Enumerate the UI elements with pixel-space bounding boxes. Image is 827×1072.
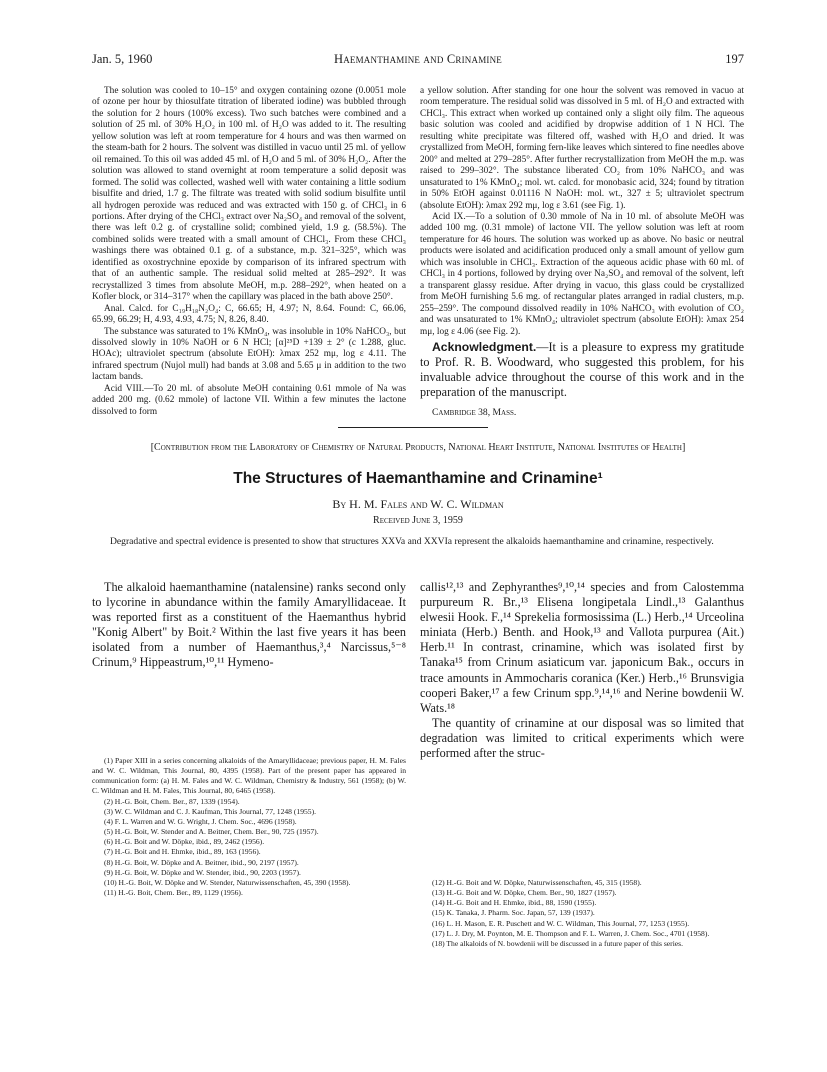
- footnotes-right: [420, 878, 744, 949]
- footnote: (4) F. L. Warren and W. G. Wright, J. Chem. Soc., 4696 (1958).: [104, 816, 297, 826]
- acknowledgment-text: —It is a pleasure to express my gratitude to Prof. R. B. Woodward, who suggested this problem, for his invaluable advice throughout the course of this work and in the preparation of the manuscript.: [420, 339, 744, 400]
- footnote: (18) The alkaloids of N. bowdenii will be discussed in a future paper of this series.: [432, 938, 684, 948]
- acknowledgment-heading: Acknowledgment.: [432, 339, 537, 354]
- footnote: (16) L. H. Mason, E. R. Puschett and W. C. Wildman, This Journal, 77, 1253 (1955).: [432, 918, 690, 928]
- body-paragraph: The alkaloid haemanthamine (natalensine) ranks second only to lycorine in abundance within the family Amaryllidaceae. It was reported first as a constituent of the Haemanthus hybrid "Konig Albert" by Boit.² Within the last five years it has been isolated from a number of Haemanthus,³,⁴ Narcissus,⁵⁻⁸ Crinum,⁹ Hippeastrum,¹⁰,¹¹ Hymeno-: [92, 580, 406, 670]
- footnote: (5) H.-G. Boit, W. Stender and A. Beitner, Chem. Ber., 90, 725 (1957).: [104, 827, 319, 837]
- header-date: Jan. 5, 1960: [92, 52, 153, 66]
- footnote: (13) H.-G. Boit and W. Döpke, Chem. Ber., 90, 1827 (1957).: [432, 888, 617, 898]
- footnote: (15) K. Tanaka, J. Pharm. Soc. Japan, 57, 139 (1937).: [432, 908, 595, 918]
- footnote: (2) H.-G. Boit, Chem. Ber., 87, 1339 (1954).: [104, 796, 240, 806]
- experimental-paragraph: The substance was saturated to 1% KMnO₄, was insoluble in 10% NaHCO₃, but dissolved slowly in 10% NaOH or 6 N HCl; [α]²⁵D +139 ± 2° (c 1.288, gluc. HOAc); ultraviolet spectrum (absolute EtOH): λmax 252 mμ, log ε 4.11. The infrared spectrum (Nujol mull) had bands at 3.08 and 5.65 μ in addition to the two lactam bands.: [92, 326, 406, 383]
- analysis-paragraph: Anal. Calcd. for C₁₉H₁₈N₂O₄: C, 66.65; H, 4.97; N, 8.64. Found: C, 66.06, 65.99, 66.29; H, 4.93, 4.93, 4.75; N, 8.26, 8.40.: [92, 303, 406, 326]
- footnote: (14) H.-G. Boit and H. Ehmke, ibid., 88, 1590 (1955).: [432, 898, 597, 908]
- footnote: (8) H.-G. Boit, W. Döpke and A. Beitner, ibid., 90, 2197 (1957).: [104, 857, 299, 867]
- footnotes-left: [92, 756, 406, 898]
- footnote: (17) L. J. Dry, M. Poynton, M. E. Thompson and F. L. Warren, J. Chem. Soc., 4701 (1958).: [432, 928, 710, 938]
- header-running-title: Haemanthamine and Crinamine: [333, 52, 502, 66]
- header-page-number: 197: [725, 52, 744, 66]
- received-date: Received June 3, 1959: [373, 515, 463, 526]
- article-title: The Structures of Haemanthamine and Crinamine¹: [233, 470, 603, 487]
- contribution-line: [Contribution from the Laboratory of Chemistry of Natural Products, National Heart Institute, National Institutes of Health]: [150, 442, 686, 453]
- footnote: (11) H.-G. Boit, Chem. Ber., 89, 1129 (1956).: [104, 888, 243, 898]
- footnote: (6) H.-G. Boit and W. Döpke, ibid., 89, 2462 (1956).: [104, 837, 265, 847]
- running-header: [92, 52, 744, 68]
- body-column-right: [420, 580, 744, 761]
- article-authors: By H. M. Fales and W. C. Wildman: [332, 497, 504, 511]
- footnote: (9) H.-G. Boit, W. Döpke and W. Stender, ibid., 90, 2203 (1957).: [104, 867, 301, 877]
- experimental-paragraph: a yellow solution. After standing for one hour the solvent was removed in vacuo at room temperature. The residual solid was dissolved in 5 ml. of H₂O and extracted with CHCl₃. This extract when worked up contained only a slight oily film. The aqueous basic solution was cooled and acidified by dropwise addition of 1 N HCl. The resulting white precipitate was filtered off, washed with H₂O and dried. It was crystallized from MeOH, forming fern-like leaves which sintered to fine needles above 200° and melted at 279–285°. After further recrystallization from MeOH the m.p. was raised to 299–302°. The substance liberated CO₂ from 10% NaHCO₃ and was unsaturated to 1% KMnO₄; mol. wt. calcd. for monobasic acid, 324; found by titration in 50% EtOH against 0.01116 N NaOH: mol. wt., 327 ± 5; ultraviolet spectrum (absolute EtOH): λmax 292 mμ, log ε 3.61 (see Fig. 1).: [420, 86, 744, 211]
- footnote: (7) H.-G. Boit and H. Ehmke, ibid., 89, 163 (1956).: [104, 847, 261, 857]
- footnote: (1) Paper XIII in a series concerning alkaloids of the Amaryllidaceae; previous paper, H. M. Fales and W. C. Wildman, This Journal, 80, 4395 (1958). Part of the present paper has appeared in communication form: (a) H. M. Fales and W. C. Wildman, Chemistry & Industry, 561 (1958); (b) W. C. Wildman and H. M. Fales, This Journal, 80, 6465 (1958).: [92, 756, 406, 796]
- experimental-paragraph: The solution was cooled to 10–15° and oxygen containing ozone (0.0051 mole of ozone per hour by thiosulfate titration of liberated iodine) was bubbled through the solution for 2 hours (100% excess). Two such batches were combined and a solution of 25 ml. of 30% H₂O₂ in 100 ml. of H₂O was added to it. The resulting yellow solution was left at room temperature for 4 hours and was then warmed on the steam-bath for 2 hours. The solvent was distilled in vacuo until 25 ml. of yellow oil remained. To this oil was added 45 ml. of H₂O and 5 ml. of 30% H₂O₂. After the solution was allowed to stand overnight at room temperature a solid deposit was formed. The solid was collected, washed well with water containing a little sodium bisulfite and dried, 1.7 g. The filtrate was treated with solid sodium bisulfite until all hydrogen peroxide was reduced and was extracted with 150 g. of CHCl₃ in 6 portions. After drying of the CHCl₃ extract over Na₂SO₄ and removal of the solvent, there was left 0.2 g. of crystalline solid; combined yield, 1.9 g. (58.5%). The combined solids were treated with a small amount of CHCl₃. From these CHCl₃ washings there was obtained 0.1 g. of a substance, m.p. 321–325°, which was identified as oxostrychnine epoxide by comparison of its infrared spectrum with that of an authentic sample. The residual solid melted at 285–292°. It was recrystallized 3 times from absolute MeOH, m.p. 288–292°, when heated on a Kofler block, or 314–317° when the capillary was placed in the bath above 250°.: [92, 86, 406, 303]
- body-paragraph: The quantity of crinamine at our disposal was so limited that degradation was limited to critical experiments which were performed after the struc-: [420, 715, 744, 761]
- footnote: (3) W. C. Wildman and C. J. Kaufman, This Journal, 77, 1248 (1955).: [104, 806, 317, 816]
- section-divider: [338, 427, 488, 428]
- body-column-left: [92, 580, 406, 671]
- experimental-column-right: [420, 86, 744, 419]
- acid-ix-paragraph: Acid IX.—To a solution of 0.30 mmole of Na in 10 ml. of absolute MeOH was added 100 mg. (0.31 mmole) of lactone VII. The yellow solution was left at room temperature for 46 hours. The solution was worked up as above. No basic or neutral products were isolated and acidification produced only a small amount of yellow gum which was insoluble in CHCl₃. Extraction of the aqueous acidic phase with 60 ml. of CHCl₃ in 4 portions, followed by drying over Na₂SO₄ and removal of the solvent, left a transparent glassy residue. After drying in vacuo, this glass could be crystallized from MeOH furnishing 5.6 mg. of rectangular plates arranged in radial clusters, m.p. 255–259°. The compound dissolved readily in 10% NaHCO₃ with evolution of CO₂ and was unsaturated to 1% KMnO₄; ultraviolet spectrum (absolute EtOH): λmax 254 mμ, log ε 4.06 (see Fig. 2).: [420, 211, 744, 337]
- acknowledgment-paragraph: [420, 340, 744, 400]
- experimental-column-left: [92, 86, 406, 418]
- footnote: (10) H.-G. Boit, W. Döpke and W. Stender, Naturwissenschaften, 45, 390 (1958).: [104, 877, 351, 887]
- footnote: (12) H.-G. Boit and W. Döpke, Naturwissenschaften, 45, 315 (1958).: [432, 878, 642, 887]
- article-abstract: Degradative and spectral evidence is presented to show that structures XXVa and XXVIa represent the alkaloids haemanthamine and crinamine, respectively.: [110, 536, 714, 547]
- body-paragraph: callis¹²,¹³ and Zephyranthes⁹,¹⁰,¹⁴ species and from Calostemma purpureum R. Br.,¹³ Elisena longipetala Lindl.,¹³ Galanthus elwesii Hook. F.,¹⁴ Sprekelia formosissima (L.) Herb.,¹⁴ Urceolina miniata (Herb.) Benth. and Hook,¹³ and Vallota purpurea (Ait.) Herb.¹¹ In contrast, crinamine, which was isolated first by Tanaka¹⁵ from Crinum asiaticum var. japonicum Bak., occurs in trace amounts in Ammocharis coranica (Ker.) Herb.,¹⁶ Brunsvigia cooperi Baker,¹⁷ a few Crinum spp.⁹,¹⁴,¹⁶ and Nerine bowdenii W. Wats.¹⁸: [420, 580, 744, 715]
- author-address: Cambridge 38, Mass.: [432, 407, 517, 419]
- acid-viii-paragraph: Acid VIII.—To 20 ml. of absolute MeOH containing 0.61 mmole of Na was added 200 mg. (0.62 mmole) of lactone VII. Within a few minutes the lactone dissolved to form: [92, 383, 406, 417]
